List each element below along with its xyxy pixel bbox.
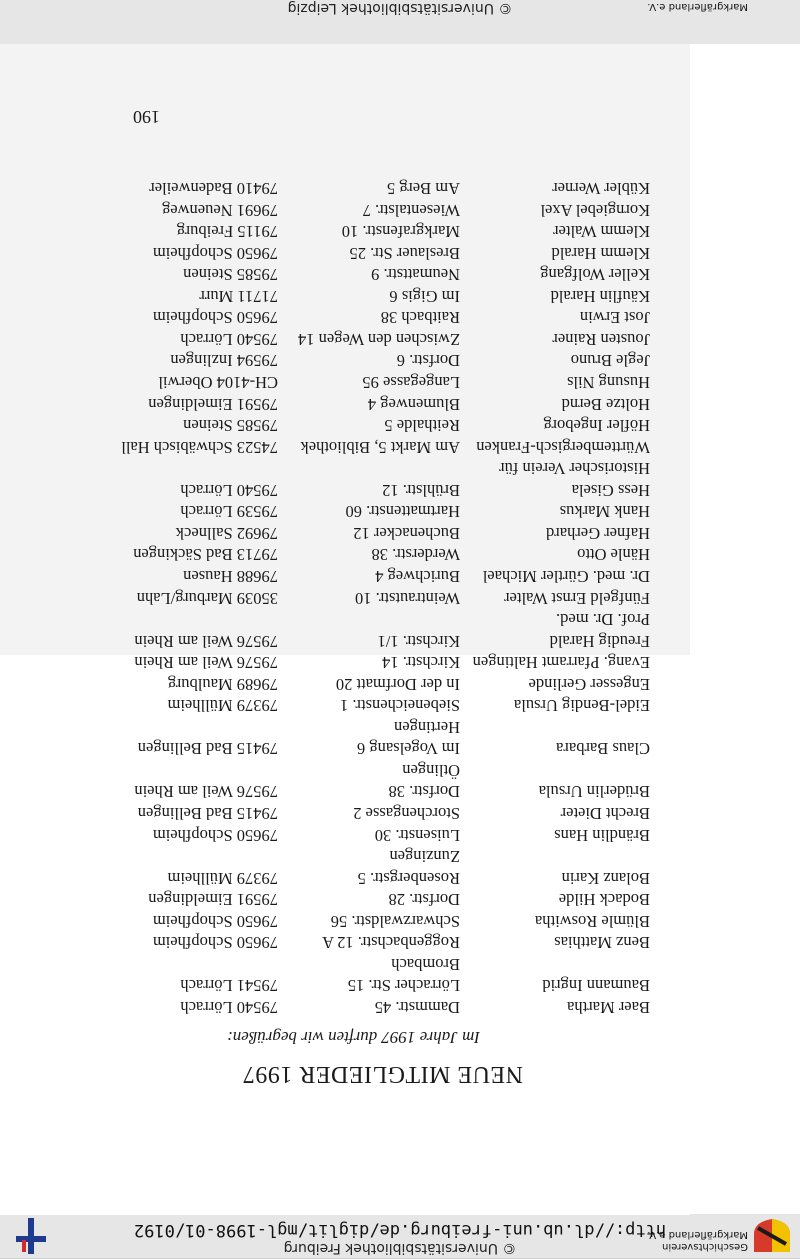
member-name: Freudig Harald (549, 631, 650, 651)
member-street: Roggenbachstr. 12 A (322, 933, 460, 953)
library-credit: © Universitätsbibliothek Freiburg (283, 1240, 517, 1256)
member-row (0, 608, 690, 629)
member-name: Benz Matthias (554, 933, 650, 953)
member-row (0, 199, 690, 220)
member-street: Dorfstr. 38 (388, 782, 460, 802)
member-street: Brombach (391, 954, 460, 974)
member-city: 79585 Steinen (183, 265, 278, 285)
member-name: Eidel-Bendig Ursula (513, 696, 650, 716)
member-city: 79576 Weil am Rhein (134, 631, 278, 651)
member-row (0, 587, 690, 608)
member-city: 79410 Badenweiler (149, 179, 278, 199)
member-street: Am Markt 5, Bibliothek (300, 437, 460, 457)
member-row (0, 630, 690, 651)
member-row (0, 371, 690, 392)
member-city: 79540 Lörrach (180, 998, 278, 1017)
member-street: Lörracher Str. 15 (347, 976, 460, 996)
member-city: 79689 Maulburg (167, 674, 278, 694)
member-name: Höfler Ingeborg (543, 416, 650, 436)
member-city: 79541 Lörrach (180, 976, 278, 996)
member-city: 79650 Schopfheim (152, 243, 278, 263)
member-row (0, 888, 690, 909)
member-name: Korngiebel Axel (540, 200, 650, 220)
member-row (0, 737, 690, 758)
member-row (0, 457, 690, 478)
member-city: 79415 Bad Bellingen (137, 739, 278, 759)
member-row (0, 543, 690, 564)
member-street: Storchengasse 2 (353, 804, 460, 824)
member-name: Keller Wolfgang (540, 265, 650, 285)
page-title: NEUE MITGLIEDER 1997 (242, 1061, 523, 1087)
member-city: 79379 Müllheim (167, 868, 278, 888)
member-row (0, 414, 690, 435)
member-city: 79415 Bad Bellingen (137, 804, 278, 824)
member-street: Wiesentalstr. 7 (362, 200, 460, 220)
member-name: Bodack Hilde (558, 890, 650, 910)
society-name-footer: Markgräflerland e.V. (647, 1, 748, 12)
member-street: Hertingen (394, 717, 460, 737)
member-city: 79379 Müllheim (167, 696, 278, 716)
member-street: Zunzingen (389, 847, 460, 867)
member-row (0, 673, 690, 694)
member-row (0, 500, 690, 521)
member-city: 79540 Lörrach (180, 329, 278, 349)
scanned-page (0, 44, 690, 1215)
member-row (0, 328, 690, 349)
member-name: Historischer Verein für (499, 459, 650, 479)
member-row (0, 716, 690, 737)
member-city: 79650 Schopfheim (152, 308, 278, 328)
member-city: 79576 Weil am Rhein (134, 782, 278, 802)
member-city: 79691 Neuenweg (162, 200, 278, 220)
member-row (0, 306, 690, 327)
member-name: Kübler Werner (552, 179, 650, 199)
member-row (0, 565, 690, 586)
member-city: 79688 Hausen (183, 567, 278, 586)
member-street: Rosenbergstr. 5 (357, 868, 460, 888)
member-name: Blümle Roswitha (534, 911, 650, 931)
member-city: 79539 Lörrach (180, 502, 278, 522)
top-bar (0, 1214, 800, 1259)
member-street: Neumattstr. 9 (371, 265, 460, 285)
member-row (0, 824, 690, 845)
member-street: Schwarzwaldstr. 56 (330, 911, 460, 931)
member-name: Württembergisch-Franken (476, 437, 650, 457)
member-street: Raitbach 38 (380, 308, 460, 328)
member-city: 79591 Eimeldingen (148, 890, 278, 910)
member-name: Brecht Dieter (560, 804, 650, 824)
member-name: Claus Barbara (556, 739, 650, 759)
member-name: Holtze Bernd (561, 394, 650, 414)
member-street: Buchenacker 12 (353, 523, 460, 543)
member-name: Brändlin Hans (554, 825, 650, 845)
member-row (0, 651, 690, 672)
member-row (0, 931, 690, 952)
member-city: 79650 Schopfheim (152, 933, 278, 953)
member-street: Dorfstr. 28 (388, 890, 460, 910)
member-name: Jost Erwin (579, 308, 650, 328)
member-city: 79650 Schopfheim (152, 911, 278, 931)
member-row (0, 436, 690, 457)
member-name: Prof. Dr. med. (556, 610, 650, 630)
member-street: Brühlstr. 12 (382, 480, 460, 500)
member-city: 74523 Schwäbisch Hall (121, 437, 278, 457)
member-city: 79576 Weil am Rhein (134, 653, 278, 673)
ub-logo-icon (10, 1218, 50, 1254)
member-name: Bolanz Karin (561, 868, 650, 888)
member-name: Klemm Walter (553, 222, 650, 242)
member-row (0, 479, 690, 500)
member-row (0, 802, 690, 823)
member-street: Kirchstr. 14 (382, 653, 460, 673)
member-row (0, 759, 690, 780)
member-street: Werderstr. 38 (371, 545, 460, 565)
member-city: 79540 Lörrach (180, 480, 278, 500)
member-street: Langegasse 95 (362, 373, 460, 393)
member-name: Baumann Ingrid (542, 976, 650, 996)
member-street: Luisenstr. 30 (374, 825, 460, 845)
member-name: Käuflin Harald (550, 286, 650, 306)
member-name: Hafner Gerhard (546, 523, 650, 543)
member-street: Breslauer Str. 25 (349, 243, 460, 263)
member-name: Husung Nils (567, 373, 650, 393)
member-city: CH-4104 Oberwil (158, 373, 278, 393)
member-street: Markgrafenstr. 10 (341, 222, 460, 242)
bottom-bar (0, 0, 800, 44)
member-name: Jousten Rainer (552, 329, 650, 349)
member-row (0, 285, 690, 306)
member-row (0, 996, 690, 1017)
member-name: Klemm Harald (551, 243, 650, 263)
member-street: Ötlingen (402, 760, 460, 780)
member-street: Zwischen den Wegen 14 (298, 329, 460, 349)
permalink-url[interactable]: http://dl.ub.uni-freiburg.de/diglit/mgl-1998-01/0192 (133, 1220, 667, 1240)
member-row (0, 242, 690, 263)
member-name: Dr. med. Gürtler Michael (482, 567, 650, 586)
member-row (0, 263, 690, 284)
member-street: Im Gigis 6 (389, 286, 460, 306)
member-city: 79585 Steinen (183, 416, 278, 436)
member-street: Weintrautstr. 10 (355, 588, 460, 608)
member-row (0, 350, 690, 371)
member-street: Am Berg 5 (386, 179, 460, 199)
member-row (0, 974, 690, 995)
member-row (0, 522, 690, 543)
member-name: Brüderlin Ursula (538, 782, 650, 802)
member-street: Siebeneichenstr. 1 (339, 696, 460, 716)
member-city: 35039 Marburg/Lahn (136, 588, 278, 608)
member-city: 79591 Eimeldingen (148, 394, 278, 414)
society-name: Geschichtsverein Markgräflerland e.V. (647, 1229, 748, 1252)
member-name: Baer Martha (567, 998, 650, 1017)
member-name: Hess Gisela (571, 480, 650, 500)
member-street: Dammstr. 45 (374, 998, 460, 1017)
member-street: In der Dorfmatt 20 (335, 674, 460, 694)
member-street: Hartmattenstr. 60 (345, 502, 460, 522)
member-city: 79692 Sallneck (175, 523, 278, 543)
member-street: Burichweg 4 (375, 567, 460, 586)
page-intro: Im Jahre 1997 durften wir begrüßen: (227, 1028, 480, 1047)
member-street: Blumenweg 4 (367, 394, 460, 414)
member-city: 79713 Bad Säckingen (133, 545, 278, 565)
member-row (0, 781, 690, 802)
member-name: Evang. Pfarramt Haltingen (472, 653, 650, 673)
member-row (0, 393, 690, 414)
member-street: Kirchstr. 1/1 (377, 631, 460, 651)
member-name: Jegle Bruno (570, 351, 650, 371)
member-street: Im Vogelsang 6 (357, 739, 460, 759)
member-row (0, 845, 690, 866)
member-city: 79594 Inzlingen (170, 351, 278, 371)
member-row (0, 910, 690, 931)
member-name: Fünfgeld Ernst Walter (504, 588, 650, 608)
member-city: 79115 Freiburg (176, 222, 278, 242)
member-row (0, 220, 690, 241)
library-credit-footer: © Universitätsbibliothek Leipzig (287, 0, 513, 16)
member-row (0, 177, 690, 198)
member-name: Hank Markus (559, 502, 650, 522)
member-city: 79650 Schopfheim (152, 825, 278, 845)
member-row (0, 694, 690, 715)
member-name: Hänle Otto (577, 545, 650, 565)
member-city: 71711 Murr (199, 286, 278, 306)
member-street: Reithalde 5 (384, 416, 460, 436)
member-street: Dorfstr. 6 (396, 351, 460, 371)
member-name: Engesser Gerlinde (528, 674, 650, 694)
member-row (0, 953, 690, 974)
page-number: 190 (133, 107, 160, 127)
member-row (0, 867, 690, 888)
